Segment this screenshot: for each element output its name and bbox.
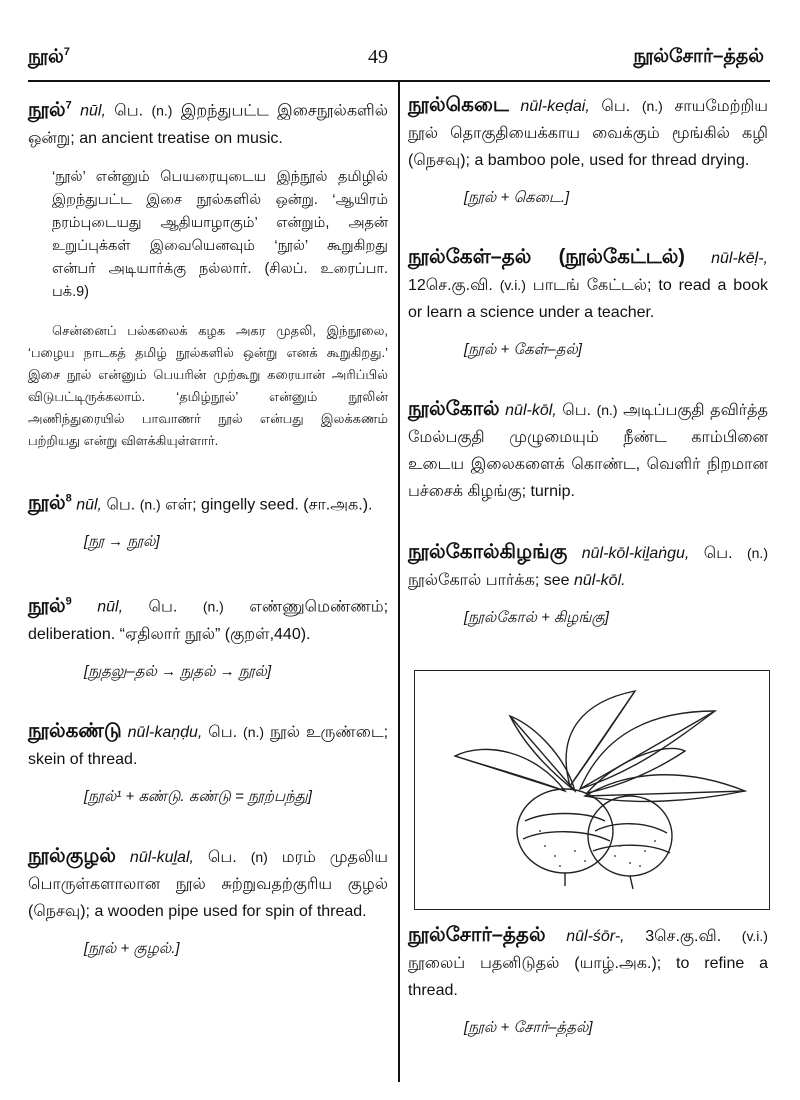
part-of-speech: பெ. [208, 723, 238, 741]
left-column [28, 92, 388, 961]
grammar-abbr: (n.) [202, 598, 224, 615]
definition: அடிப்பகுதி தவிர்த்த மேல்பகுதி முழுமையும் நீண்ட காம்பினை உடைய இலைகளைக் கொண்ட, வெளிர் நிறமான பச்சைக் கிழங்கு; turnip. [408, 402, 768, 500]
entry-nulkel [408, 244, 768, 362]
grammar-abbr: (n.) [139, 496, 161, 513]
headword: நூல்குழல் [28, 844, 116, 867]
entry-nulsor [408, 922, 768, 1040]
headword: நூல்கோல்கிழங்கு [408, 541, 568, 563]
etymology: [நூ → நூல்] [84, 533, 160, 551]
entry-note: ‘நூல்’ என்னும் பெயரையுடைய இந்நூல் தமிழில் இறந்துபட்ட இசை நூல்களில் ஒன்று. ‘ஆயிரம் நரம்புடையது ஆதியாழாகும்’ என்றும், அதன் உறுப்புக்கள் இவையெனவும் ‘நூல்’ கூறுகிறது என்பர் அடியார்க்கு நல்லார். (சிலப். உரைப்பா. பக்.9) [52, 168, 388, 300]
entry-nulkolkizhangu [408, 539, 768, 630]
grammar-abbr: (n.) [596, 402, 618, 418]
part-of-speech: பெ. [114, 102, 144, 120]
definition: நூலைப் பதனிடுதல் (யாழ்.அக.); to refine a thread. [408, 955, 768, 999]
header-left-word: நூல்$^7$ [28, 46, 70, 68]
turnip-illustration [414, 670, 770, 910]
right-column [408, 92, 768, 630]
part-of-speech: பெ. [106, 496, 136, 514]
transliteration: nūl, [80, 102, 106, 120]
part-of-speech: பெ. [562, 402, 592, 419]
entry-nulkandu [28, 718, 388, 809]
transliteration: nūl, [76, 496, 102, 514]
entry-nul-8 [28, 486, 388, 555]
headword: நூல்கோல் [408, 398, 500, 420]
grammar-abbr: (n.) [243, 723, 265, 740]
entry-nulkol [408, 396, 768, 505]
transliteration: nūl-kaṇḍu, [127, 723, 203, 741]
etymology: [நூல்கோல் + கிழங்கு] [464, 609, 609, 626]
definition: சாயமேற்றிய நூல் தொகுதியைக்காய வைக்கும் மூங்கில் கழி (நெசவு); a bamboo pole, used for thread drying. [408, 98, 768, 169]
etymology: [நூல்¹ + கண்டு. கண்டு = நூற்பந்து] [84, 787, 312, 805]
grammar-abbr: (v.i.) [499, 277, 526, 293]
column-divider [398, 82, 400, 1082]
transliteration: nūl-kōl-kiḻaṅgu, [581, 545, 690, 562]
transliteration: nūl-śōr-, [566, 928, 625, 945]
definition: எண்ணுமெண்ணம்; deliberation. “ஏதிலார் நூல்” (குறள்,440). [28, 598, 389, 643]
definition: மரம் முதலிய பொருள்களாலான நூல் சுற்றுவதற்குரிய குழல் (நெசவு); a wooden pipe used for spin of thread. [28, 848, 388, 920]
entry-nul-7 [28, 92, 388, 452]
entry-nulkuzhal [28, 843, 388, 961]
definition: பாடங் கேட்டல்; to read a book or learn a science under a teacher. [408, 277, 769, 321]
definition: எள்; gingelly seed. (சா.அக.). [165, 496, 373, 514]
transliteration: nūl-kēḷ-, [711, 250, 768, 267]
grammar-abbr: (n.) [746, 545, 768, 561]
turnip-icon [415, 671, 769, 909]
headword: நூல்கேள்–தல் (நூல்கேட்டல்) [408, 246, 685, 268]
headword: நூல்$^9$ [28, 594, 72, 617]
headword: நூல்சோர்–த்தல் [408, 924, 546, 946]
headword: நூல்$^8$ [28, 492, 72, 515]
grammar-abbr: (n.) [641, 98, 663, 114]
etymology: [நூல் + கெடை.] [464, 189, 570, 206]
etymology: [நூல் + சோர்–த்தல்] [464, 1019, 593, 1036]
headword: நூல்$^7$ [28, 98, 72, 121]
transliteration: nūl, [97, 598, 124, 616]
definition: நூல் உருண்டை; skein of thread. [28, 723, 389, 768]
etymology: [நூல் + குழல்.] [84, 939, 180, 957]
headword: நூல்கண்டு [28, 719, 122, 742]
transliteration: nūl-kuḻal, [129, 848, 194, 866]
header-right-word: நூல்சோர்–த்தல் [633, 46, 764, 67]
see-reference: nūl-kōl. [574, 572, 626, 589]
part-of-speech: 3செ.கு.வி. [645, 928, 722, 945]
part-of-speech: 12செ.கு.வி. [408, 277, 493, 294]
entry-nul-9 [28, 588, 388, 684]
entry-note: சென்னைப் பல்கலைக் கழக அகர முதலி, இந்நூலை, ‘பழைய நாடகத் தமிழ் நூல்களில் ஒன்று எனக் கூறுகிறது.’ இசை நூல் என்னும் பெயரின் முற்கூறு கரையான் அரிப்பில் விடுபட்டிருக்கலாம். ‘தமிழ்நூல்’ என்னும் நூலின் அணிந்துரையில் பாவாணர் நூல் என்பது இலக்கணம் பற்றியது என்று விளக்கியுள்ளார். [28, 322, 388, 448]
grammar-abbr: (n) [250, 848, 268, 865]
definition: நூல்கோல் பார்க்க; see [408, 572, 570, 589]
etymology: [நூல் + கேள்–தல்] [464, 341, 582, 358]
entry-nulkedai [408, 92, 768, 210]
transliteration: nūl-keḍai, [520, 98, 590, 115]
headword: நூல்கெடை [408, 94, 509, 116]
part-of-speech: பெ. [703, 545, 733, 562]
grammar-abbr: (n.) [151, 102, 173, 119]
part-of-speech: பெ. [207, 848, 237, 866]
part-of-speech: பெ. [148, 598, 178, 616]
etymology: [நுதலு–தல் → நுதல் → நூல்] [84, 662, 272, 680]
part-of-speech: பெ. [601, 98, 631, 115]
page-number: 49 [368, 46, 388, 68]
definition: இறந்துபட்ட இசைநூல்களில் ஒன்று; an ancient treatise on music. [28, 102, 389, 147]
grammar-abbr: (v.i.) [741, 928, 768, 944]
transliteration: nūl-kōl, [505, 402, 557, 419]
